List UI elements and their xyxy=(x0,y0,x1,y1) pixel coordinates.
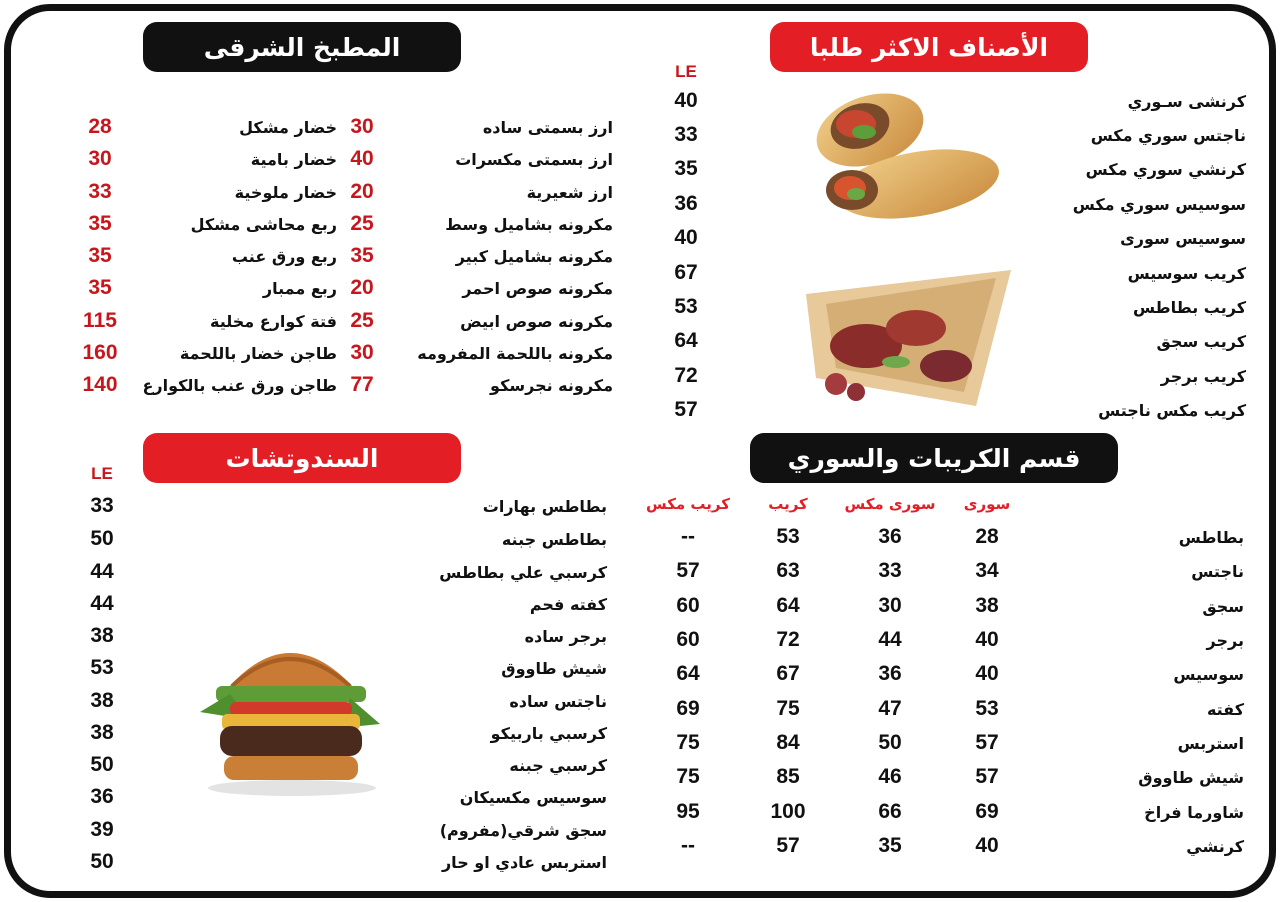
crepe-row-price: 95 xyxy=(676,800,700,823)
popular-item-price: 64 xyxy=(674,329,698,352)
sandwich-item-name: كفته فحم xyxy=(529,595,607,614)
eastern-item-price: 35 xyxy=(88,244,112,267)
eastern-item-name: مكرونه صوص احمر xyxy=(462,279,613,298)
crepe-row-price: 28 xyxy=(975,525,999,548)
popular-item-name: كريب بطاطس xyxy=(1132,298,1246,317)
crepe-row-price: 34 xyxy=(975,559,999,582)
crepe-row-name: ناجتس xyxy=(1191,562,1244,581)
eastern-item-name: ارز بسمتى ساده xyxy=(482,118,613,137)
eastern-item-name: ربع ورق عنب xyxy=(231,247,337,266)
popular-item-name: ناجتس سوري مكس xyxy=(1090,126,1246,145)
eastern-item-price: 35 xyxy=(350,244,374,267)
sandwich-item-name: ناجتس ساده xyxy=(509,692,607,711)
eastern-item-name: ارز شعيرية xyxy=(526,183,613,202)
popular-item-name: كرنشي سوري مكس xyxy=(1085,160,1246,179)
sandwich-item-price: 38 xyxy=(90,624,114,647)
crepe-row-price: 53 xyxy=(975,697,999,720)
crepe-row-price: 75 xyxy=(776,697,800,720)
crepe-row-name: استربس xyxy=(1177,734,1244,753)
sandwich-item-price: 53 xyxy=(90,656,114,679)
crepe-row-price: 72 xyxy=(776,628,800,651)
crepe-row-price: 30 xyxy=(878,594,902,617)
eastern-item-price: 115 xyxy=(83,309,117,332)
eastern-item-name: خضار مشكل xyxy=(239,118,337,137)
crepe-row-price: 35 xyxy=(878,834,902,857)
crepe-row-price: 64 xyxy=(676,662,700,685)
crepe-row-price: 47 xyxy=(878,697,902,720)
sandwich-item-price: 50 xyxy=(90,850,114,873)
sandwiches-section-banner: السندوتشات xyxy=(143,433,461,483)
sandwich-item-name: سوسيس مكسيكان xyxy=(459,788,607,807)
crepe-row-price: 57 xyxy=(676,559,700,582)
eastern-item-price: 33 xyxy=(88,180,112,203)
crepe-row-price: 84 xyxy=(776,731,800,754)
eastern-item-name: طاجن خضار باللحمة xyxy=(179,344,337,363)
popular-currency-label: LE xyxy=(675,62,697,81)
crepe-row-name: بطاطس xyxy=(1178,528,1244,547)
popular-item-name: كريب مكس ناجتس xyxy=(1098,401,1246,420)
sandwich-item-price: 39 xyxy=(90,818,114,841)
crepe-row-price: 64 xyxy=(776,594,800,617)
crepe-row-price: 63 xyxy=(776,559,800,582)
eastern-section-banner: المطبخ الشرقى xyxy=(143,22,461,72)
eastern-item-name: طاجن ورق عنب بالكوارع xyxy=(142,376,337,395)
crepe-row-price: 75 xyxy=(676,765,700,788)
crepe-row-price: 46 xyxy=(878,765,902,788)
crepe-row-price: 75 xyxy=(676,731,700,754)
crepe-column-header: كريب xyxy=(768,495,808,513)
sandwich-item-name: بطاطس جبنه xyxy=(501,530,607,549)
crepe-photo xyxy=(796,266,1022,416)
crepe-row-price: 67 xyxy=(776,662,800,685)
eastern-item-name: مكرونه بشاميل وسط xyxy=(445,215,613,234)
sandwich-item-price: 33 xyxy=(90,494,114,517)
eastern-item-price: 77 xyxy=(350,373,374,396)
popular-item-name: كرنشى سـوري xyxy=(1127,92,1246,111)
popular-item-price: 53 xyxy=(674,295,698,318)
eastern-item-price: 25 xyxy=(350,212,374,235)
crepe-row-price: 85 xyxy=(776,765,800,788)
crepe-row-name: شاورما فراخ xyxy=(1144,803,1244,822)
sandwich-item-price: 44 xyxy=(90,560,114,583)
popular-item-price: 35 xyxy=(674,157,698,180)
crepe-row-price: 53 xyxy=(776,525,800,548)
popular-item-price: 40 xyxy=(674,89,698,112)
crepe-column-header: سورى مكس xyxy=(844,495,936,513)
crepe-row-name: كفته xyxy=(1206,700,1244,719)
sandwich-item-name: كرسبي جبنه xyxy=(509,756,607,775)
popular-item-name: كريب برجر xyxy=(1160,367,1246,386)
eastern-item-price: 160 xyxy=(82,341,118,364)
crepe-row-name: سجق xyxy=(1202,597,1244,616)
sandwich-item-price: 50 xyxy=(90,753,114,776)
eastern-item-price: 30 xyxy=(350,115,374,138)
sandwich-item-price: 50 xyxy=(90,527,114,550)
eastern-item-name: خضار بامية xyxy=(250,150,337,169)
sandwich-item-name: شيش طاووق xyxy=(501,659,607,678)
eastern-item-price: 25 xyxy=(350,309,374,332)
crepe-row-price: 69 xyxy=(975,800,999,823)
crepe-row-price: 69 xyxy=(676,697,700,720)
crepe-row-name: برجر xyxy=(1206,631,1244,650)
wrap-sandwich-photo xyxy=(800,82,1005,222)
eastern-item-name: مكرونه بشاميل كبير xyxy=(455,247,613,266)
eastern-item-name: فتة كوارع مخلية xyxy=(209,312,337,331)
eastern-item-price: 40 xyxy=(350,147,374,170)
eastern-item-name: ربع محاشى مشكل xyxy=(190,215,337,234)
sandwich-item-name: برجر ساده xyxy=(524,627,607,646)
crepe-row-price: 40 xyxy=(975,834,999,857)
sandwiches-currency-label: LE xyxy=(91,464,113,483)
eastern-item-price: 35 xyxy=(88,276,112,299)
crepe-column-header: سورى xyxy=(963,495,1011,513)
crepe-row-price: 57 xyxy=(975,765,999,788)
eastern-item-price: 140 xyxy=(82,373,118,396)
eastern-item-name: مكرونه نجرسكو xyxy=(490,376,613,395)
sandwich-item-name: سجق شرقي(مفروم) xyxy=(439,821,607,840)
popular-item-name: سوسيس سوري مكس xyxy=(1072,195,1246,214)
popular-item-price: 33 xyxy=(674,123,698,146)
crepe-row-price: 36 xyxy=(878,662,902,685)
popular-item-price: 67 xyxy=(674,261,698,284)
burger-photo xyxy=(190,628,390,798)
eastern-item-price: 30 xyxy=(350,341,374,364)
eastern-item-name: خضار ملوخية xyxy=(234,183,337,202)
eastern-item-name: ربع ممبار xyxy=(262,279,337,298)
crepe-row-price: 57 xyxy=(776,834,800,857)
crepe-row-price: 66 xyxy=(878,800,902,823)
crepe-row-price: -- xyxy=(681,834,695,857)
sandwich-item-price: 44 xyxy=(90,592,114,615)
sandwich-item-name: كرسبي علي بطاطس xyxy=(439,563,607,582)
crepes-section-banner: قسم الكريبات والسوري xyxy=(750,433,1118,483)
sandwich-item-name: كرسبي باربيكو xyxy=(490,724,607,743)
sandwich-item-price: 38 xyxy=(90,721,114,744)
eastern-item-name: مكرونه صوص ابيض xyxy=(460,312,613,331)
crepe-row-price: 60 xyxy=(676,594,700,617)
crepe-row-price: -- xyxy=(681,525,695,548)
crepe-row-name: سوسيس xyxy=(1173,665,1244,684)
eastern-item-name: مكرونه باللحمة المفرومه xyxy=(417,344,613,363)
sandwich-item-name: بطاطس بهارات xyxy=(482,497,607,516)
sandwich-item-price: 36 xyxy=(90,785,114,808)
popular-item-name: سوسيس سورى xyxy=(1120,229,1246,248)
eastern-item-price: 20 xyxy=(350,276,374,299)
crepe-row-price: 57 xyxy=(975,731,999,754)
crepe-row-price: 60 xyxy=(676,628,700,651)
crepe-row-name: شيش طاووق xyxy=(1138,768,1244,787)
crepe-row-price: 100 xyxy=(770,800,806,823)
crepe-row-price: 33 xyxy=(878,559,902,582)
crepe-row-price: 44 xyxy=(878,628,902,651)
crepe-row-price: 50 xyxy=(878,731,902,754)
crepe-column-header: كريب مكس xyxy=(645,495,730,513)
crepe-row-price: 40 xyxy=(975,628,999,651)
popular-item-price: 72 xyxy=(674,364,698,387)
crepe-row-price: 38 xyxy=(975,594,999,617)
popular-section-banner: الأصناف الاكثر طلبا xyxy=(770,22,1088,72)
sandwich-item-price: 38 xyxy=(90,689,114,712)
eastern-item-price: 30 xyxy=(88,147,112,170)
eastern-item-price: 35 xyxy=(88,212,112,235)
eastern-item-price: 28 xyxy=(88,115,112,138)
popular-item-price: 57 xyxy=(674,398,698,421)
popular-item-name: كريب سوسيس xyxy=(1127,264,1246,283)
crepe-row-price: 40 xyxy=(975,662,999,685)
popular-item-name: كريب سجق xyxy=(1156,332,1246,351)
eastern-item-price: 20 xyxy=(350,180,374,203)
sandwich-item-name: استربس عادي او حار xyxy=(441,853,607,872)
crepe-row-name: كرنشي xyxy=(1186,837,1244,856)
popular-item-price: 40 xyxy=(674,226,698,249)
crepe-row-price: 36 xyxy=(878,525,902,548)
eastern-item-name: ارز بسمتى مكسرات xyxy=(455,150,613,169)
popular-item-price: 36 xyxy=(674,192,698,215)
